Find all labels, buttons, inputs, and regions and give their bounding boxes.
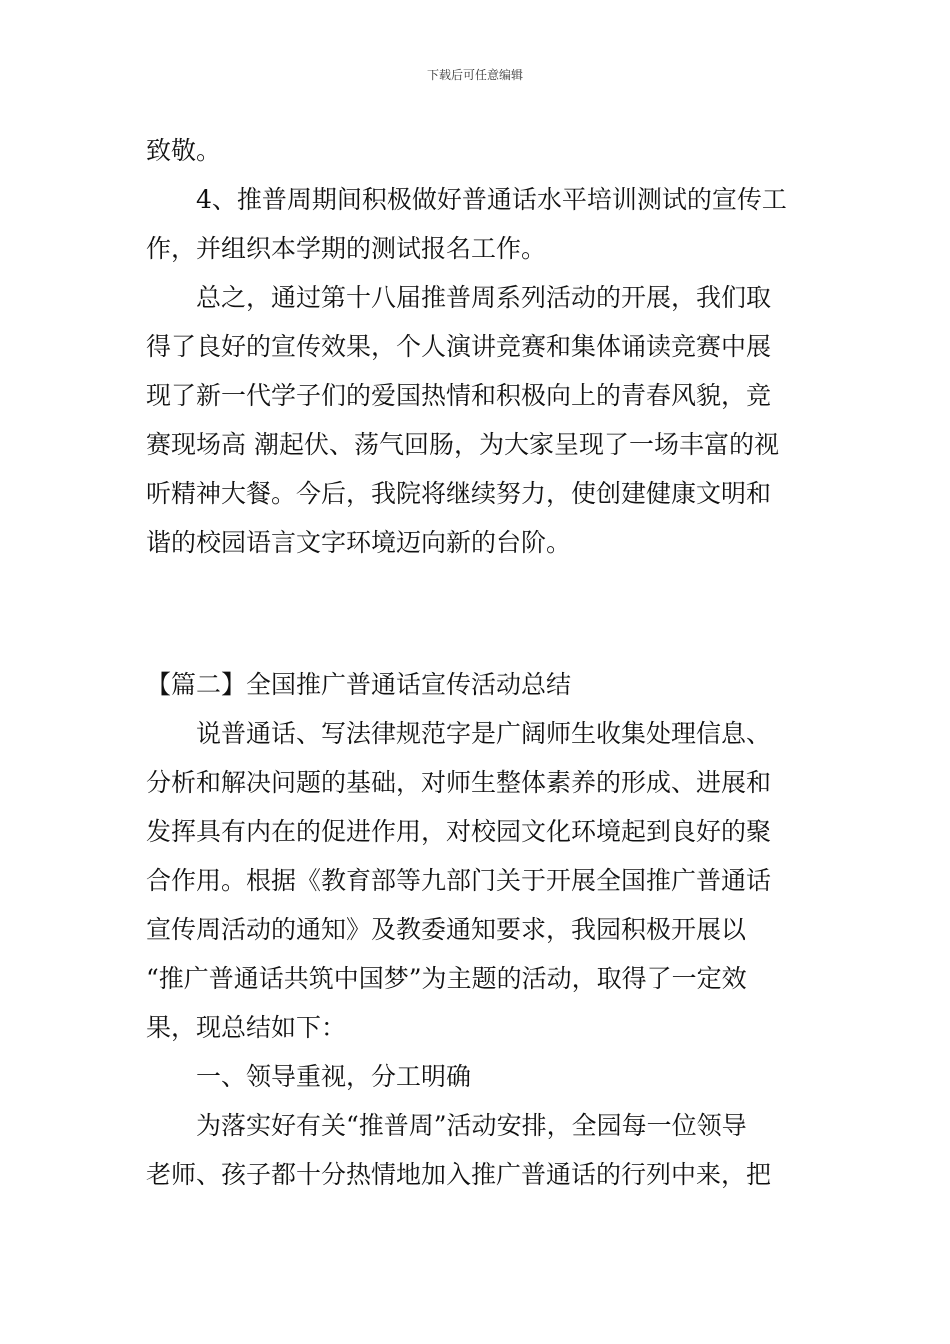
text-line: 得了良好的宣传效果，个人演讲竞赛和集体诵读竞赛中展 [146, 332, 772, 361]
text-line: 发挥具有内在的促进作用，对校园文化环境起到良好的聚 [146, 817, 772, 846]
text-line: 4、推普周期间积极做好普通话水平培训测试的宣传工 [196, 185, 787, 214]
subheading: 一、领导重视，分工明确 [196, 1062, 472, 1091]
text-line: 谐的校园语言文字环境迈向新的台阶。 [146, 528, 572, 557]
section-title: 【篇二】全国推广普通话宣传活动总结 [146, 670, 572, 699]
text-line: 致敬。 [146, 136, 222, 165]
text-line: 果，现总结如下： [146, 1013, 347, 1042]
text-line: 分析和解决问题的基础，对师生整体素养的形成、进展和 [146, 768, 772, 797]
text-line: 赛现场高 潮起伏、荡气回肠，为大家呈现了一场丰富的视 [146, 430, 779, 459]
text-line: 说普通话、写法律规范字是广阔师生收集处理信息、 [196, 719, 772, 748]
text-line: 听精神大餐。今后，我院将继续努力，使创建健康文明和 [146, 479, 772, 508]
page-header-note: 下载后可任意编辑 [426, 68, 523, 82]
document-body [146, 126, 810, 1199]
text-line: 为落实好有关“推普周”活动安排，全园每一位领导 [196, 1111, 747, 1140]
text-line: 现了新一代学子们的爱国热情和积极向上的青春风貌，竞 [146, 381, 772, 410]
text-line: “推广普通话共筑中国梦”为主题的活动，取得了一定效 [146, 964, 747, 993]
text-line: 老师、孩子都十分热情地加入推广普通话的行列中来，把 [146, 1160, 772, 1189]
text-line: 宣传周活动的通知》及教委通知要求，我园积极开展以 [146, 915, 747, 944]
section-gap [146, 567, 810, 660]
text-line: 总之，通过第十八届推普周系列活动的开展，我们取 [196, 283, 772, 312]
text-line: 作，并组织本学期的测试报名工作。 [146, 234, 547, 263]
text-line: 合作用。根据《教育部等九部门关于开展全国推广普通话 [146, 866, 772, 895]
